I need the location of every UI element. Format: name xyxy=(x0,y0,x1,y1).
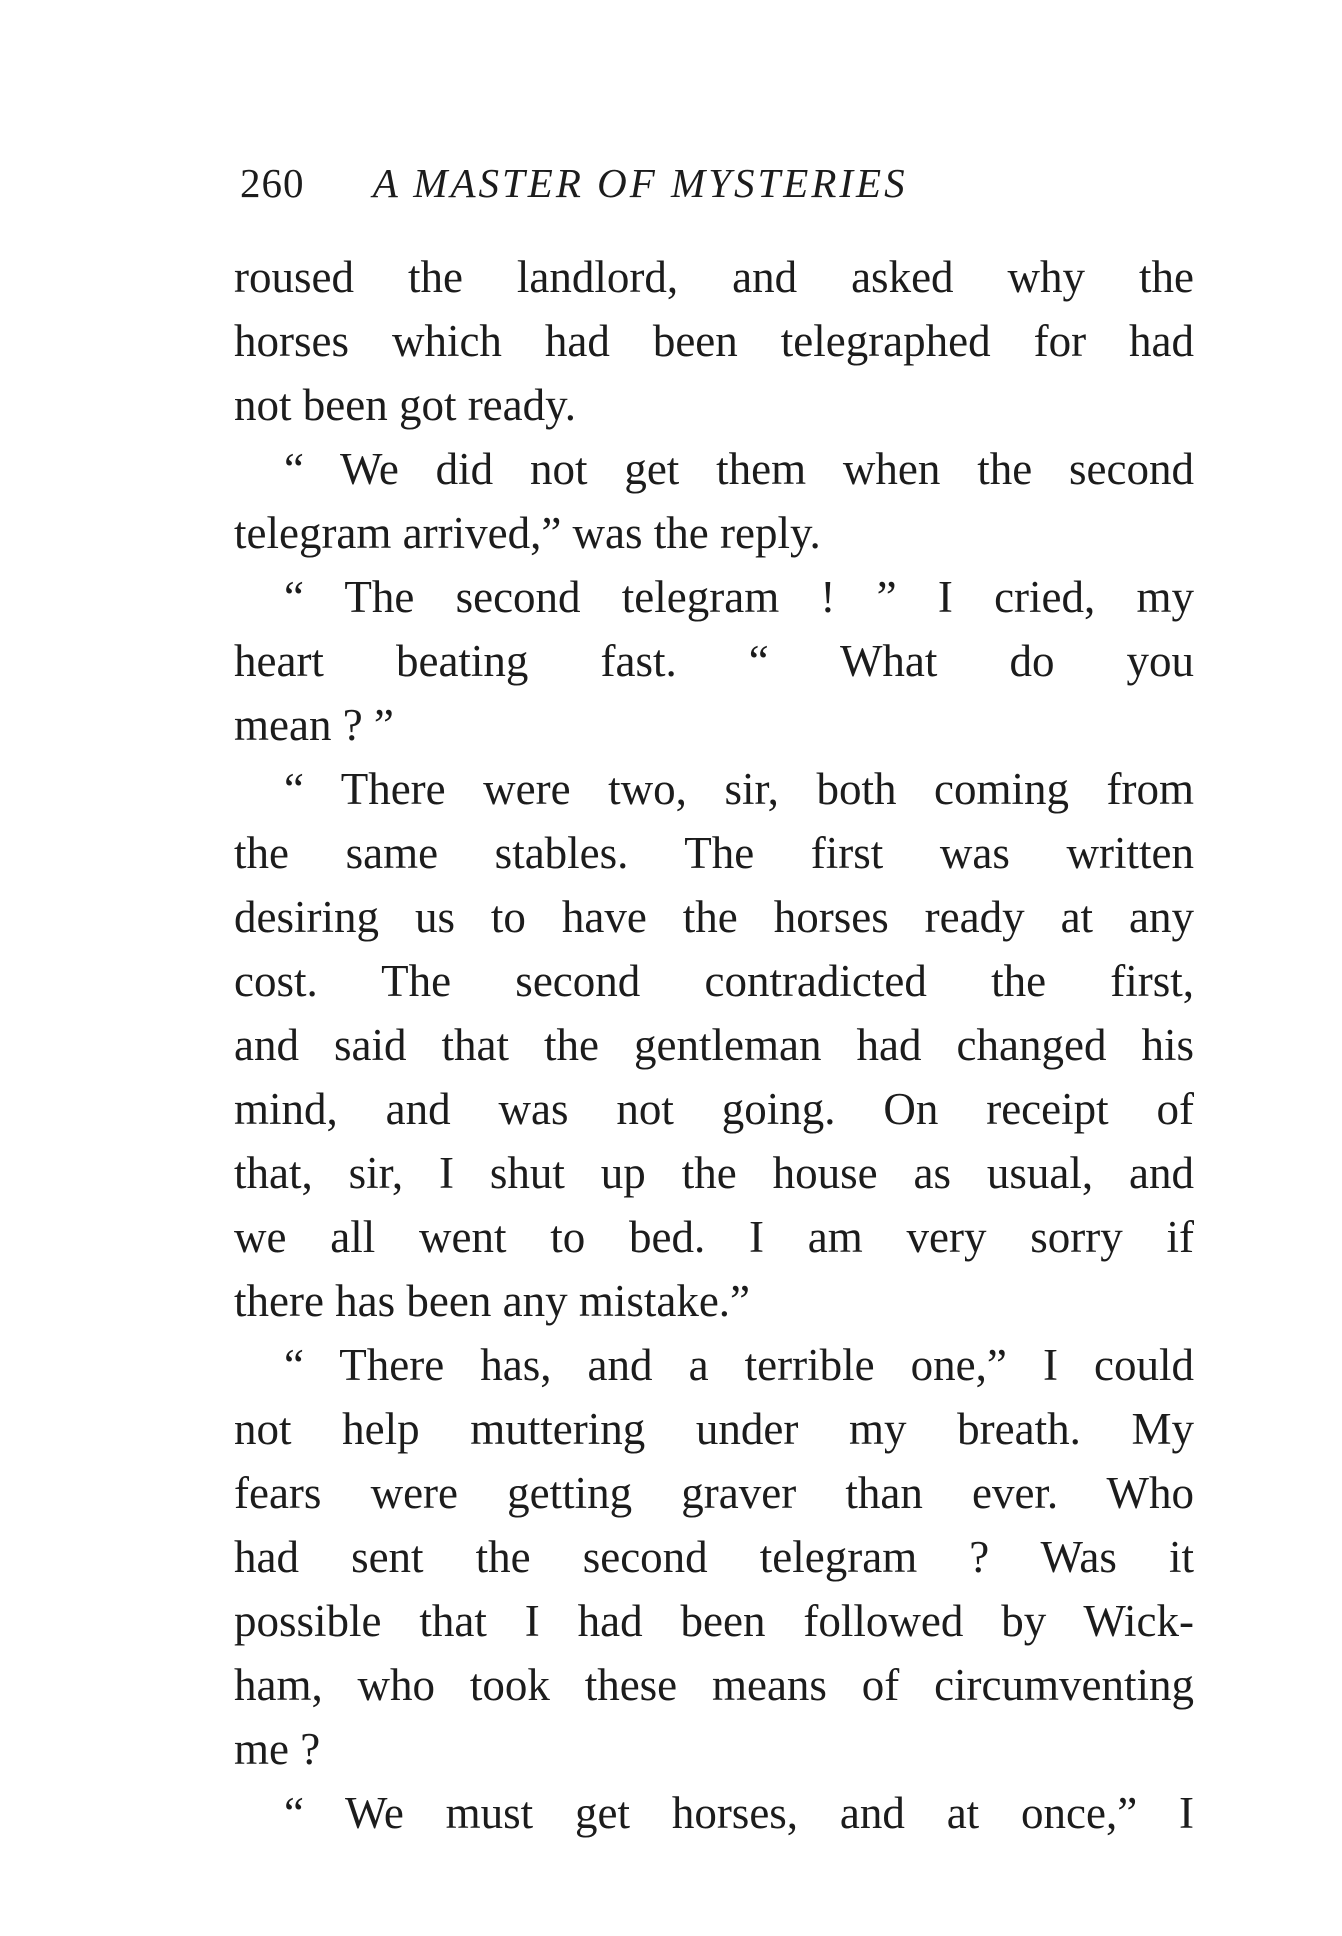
text-line: “ There were two, sir, both coming from xyxy=(284,764,1194,814)
body-text xyxy=(234,245,1194,1845)
text-line: there has been any mistake.” xyxy=(234,1276,751,1326)
running-title: A MASTER OF MYSTERIES xyxy=(372,160,908,206)
text-line: telegram arrived,” was the reply. xyxy=(234,508,821,558)
text-line: mean ? ” xyxy=(234,700,394,750)
text-line: cost. The second contradicted the first, xyxy=(234,956,1194,1006)
text-line: not help muttering under my breath. My xyxy=(234,1404,1194,1454)
text-line: “ The second telegram ! ” I cried, my xyxy=(284,572,1194,622)
text-line: “ We must get horses, and at once,” I xyxy=(284,1788,1194,1838)
running-head xyxy=(240,158,1040,208)
text-line: desiring us to have the horses ready at any xyxy=(234,892,1194,942)
text-line: heart beating fast. “ What do you xyxy=(234,636,1194,686)
text-line: possible that I had been followed by Wick- xyxy=(234,1596,1194,1646)
text-line: that, sir, I shut up the house as usual, and xyxy=(234,1148,1194,1198)
text-line: had sent the second telegram ? Was it xyxy=(234,1532,1194,1582)
text-line: fears were getting graver than ever. Who xyxy=(234,1468,1194,1518)
text-line: the same stables. The first was written xyxy=(234,828,1194,878)
text-line: mind, and was not going. On receipt of xyxy=(234,1084,1194,1134)
text-line: me ? xyxy=(234,1724,321,1774)
text-line: we all went to bed. I am very sorry if xyxy=(234,1212,1194,1262)
text-line: ham, who took these means of circumventing xyxy=(234,1660,1194,1710)
text-line: not been got ready. xyxy=(234,380,576,430)
text-line: “ We did not get them when the second xyxy=(284,444,1194,494)
page-number: 260 xyxy=(240,160,305,206)
text-line: horses which had been telegraphed for had xyxy=(234,316,1194,366)
text-line: roused the landlord, and asked why the xyxy=(234,252,1194,302)
text-line: “ There has, and a terrible one,” I could xyxy=(284,1340,1194,1390)
text-line: and said that the gentleman had changed his xyxy=(234,1020,1194,1070)
